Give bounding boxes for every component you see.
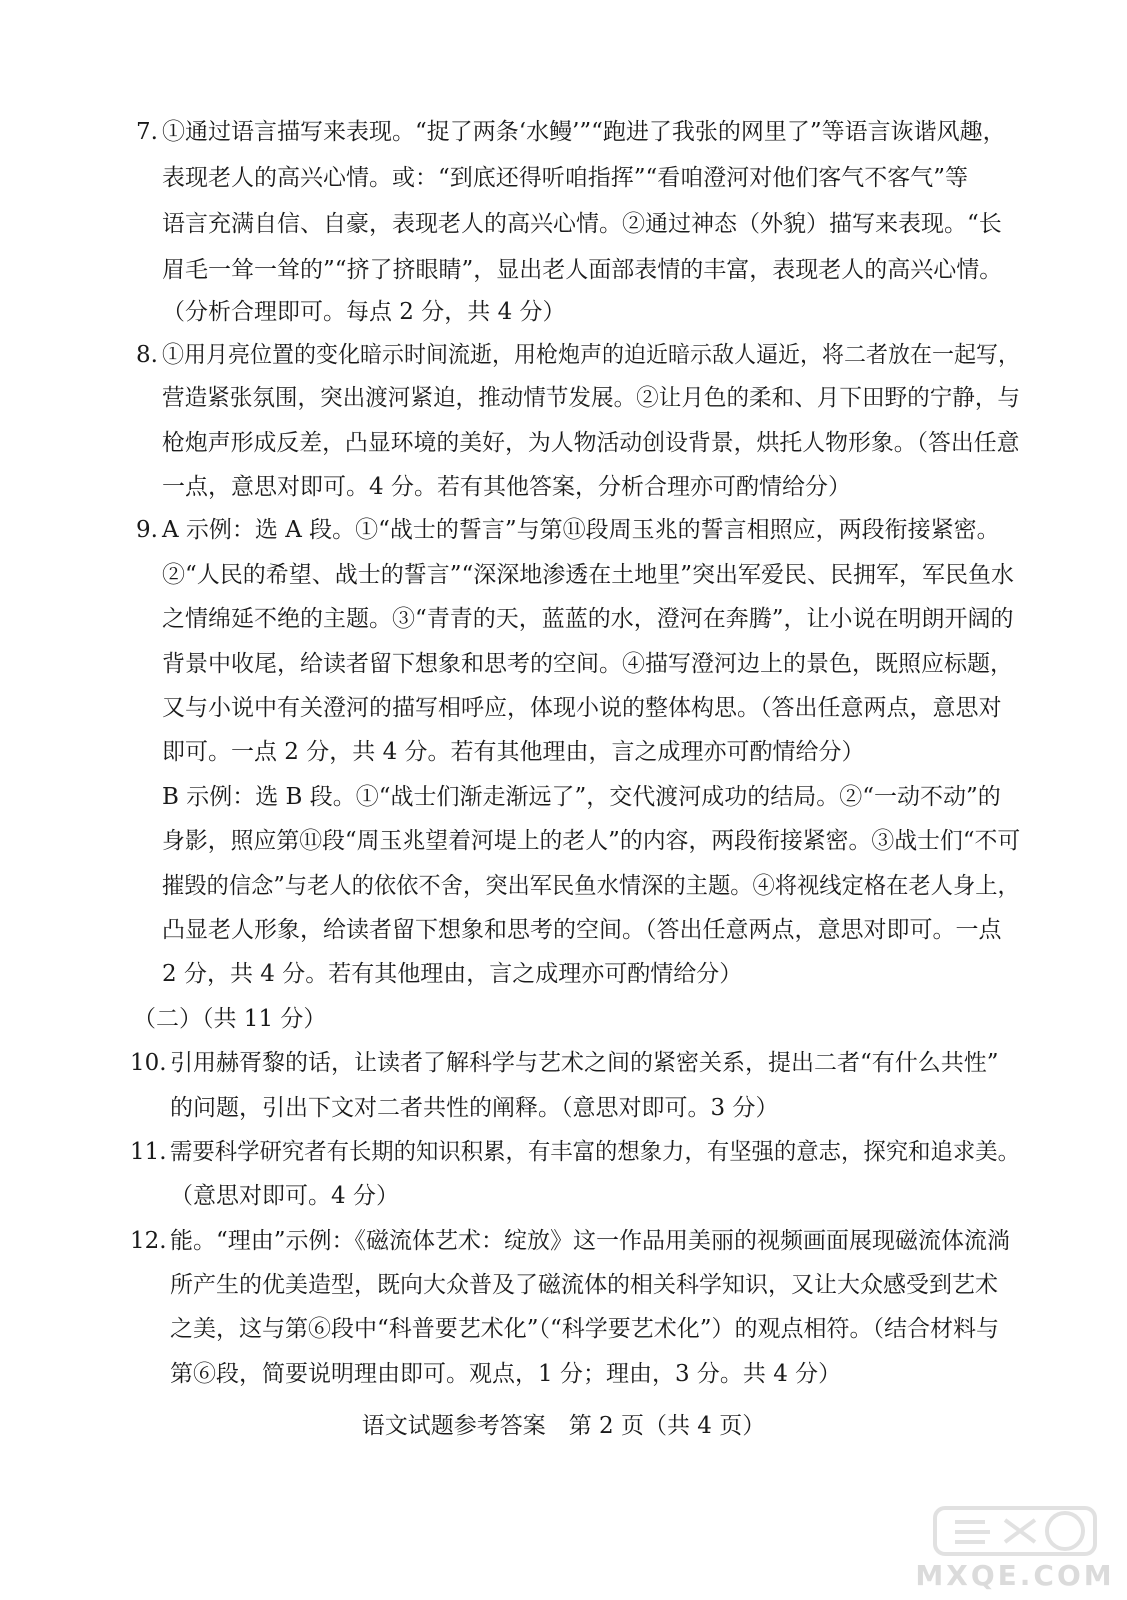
question-7-line-5: （分析合理即可。每点 2 分，共 4 分） xyxy=(162,299,566,325)
question-7-line-4: 眉毛一耸一耸的”“挤了挤眼睛”，显出老人面部表情的丰富，表现老人的高兴心情。 xyxy=(162,257,1003,283)
question-7-line-1: ①通过语言描写来表现。“捉了两条‘水鳗’”“跑进了我张的网里了”等语言诙谐风趣， xyxy=(162,119,1006,145)
question-9-line-8: 身影，照应第⑪段“周玉兆望着河堤上的老人”的内容，两段衔接紧密。③战士们“不可 xyxy=(162,828,1021,854)
question-8-line-4: 一点，意思对即可。4 分。若有其他答案，分析合理亦可酌情给分） xyxy=(162,474,851,500)
question-9-number: 9. xyxy=(136,517,158,543)
question-7-number: 7. xyxy=(136,119,158,145)
question-11-line-1: 需要科学研究者有长期的知识积累，有丰富的想象力，有坚强的意志，探究和追求美。 xyxy=(170,1139,1020,1165)
question-12-line-2: 所产生的优美造型，既向大众普及了磁流体的相关科学知识，又让大众感受到艺术 xyxy=(170,1272,998,1298)
watermark-text: MXQE.COM xyxy=(915,1559,1115,1592)
question-10-line-1: 引用赫胥黎的话，让读者了解科学与艺术之间的紧密关系，提出二者“有什么共性” xyxy=(170,1050,999,1076)
question-9-line-2: ②“人民的希望、战士的誓言”“深深地渗透在土地里”突出军爱民、民拥军，军民鱼水 xyxy=(162,562,1015,588)
question-9-line-3: 之情绵延不绝的主题。③“青青的天，蓝蓝的水，澄河在奔腾”，让小说在明朗开阔的 xyxy=(162,606,1014,632)
section-heading: （二）（共 11 分） xyxy=(133,1006,327,1032)
question-12-line-3: 之美，这与第⑥段中“科普要艺术化”（“科学要艺术化”）的观点相符。（结合材料与 xyxy=(170,1316,1000,1342)
question-9-line-7: B 示例：选 B 段。①“战士们渐走渐远了”，交代渡河成功的结局。②“一动不动”的 xyxy=(162,784,1001,810)
question-9-line-6: 即可。一点 2 分，共 4 分。若有其他理由，言之成理亦可酌情给分） xyxy=(162,739,865,765)
question-12-line-1: 能。“理由”示例：《磁流体艺术：绽放》这一作品用美丽的视频画面展现磁流体流淌 xyxy=(170,1228,1011,1254)
question-8-line-1: ①用月亮位置的变化暗示时间流逝，用枪炮声的迫近暗示敌人逼近，将二者放在一起写， xyxy=(162,342,1020,368)
site-watermark xyxy=(915,1502,1115,1592)
question-8-number: 8. xyxy=(136,342,158,368)
question-8-line-2: 营造紧张氛围，突出渡河紧迫，推动情节发展。②让月色的柔和、月下田野的宁静，与 xyxy=(162,385,1021,411)
question-12-line-4: 第⑥段，简要说明理由即可。观点，1 分；理由，3 分。共 4 分） xyxy=(170,1361,842,1387)
question-9-line-10: 凸显老人形象，给读者留下想象和思考的空间。（答出任意两点，意思对即可。一点 xyxy=(162,917,1002,943)
question-10-line-2: 的问题，引出下文对二者共性的阐释。（意思对即可。3 分） xyxy=(170,1095,779,1121)
page-footer: 语文试题参考答案 第 2 页（共 4 页） xyxy=(361,1413,766,1439)
watermark-logo-icon xyxy=(915,1502,1115,1562)
question-9-line-1: A 示例：选 A 段。①“战士的誓言”与第⑪段周玉兆的誓言相照应，两段衔接紧密。 xyxy=(162,517,1000,543)
question-9-line-5: 又与小说中有关澄河的描写相呼应，体现小说的整体构思。（答出任意两点，意思对 xyxy=(162,695,1002,721)
question-12-number: 12. xyxy=(130,1228,167,1254)
question-10-number: 10. xyxy=(130,1050,167,1076)
question-8-line-3: 枪炮声形成反差，凸显环境的美好，为人物活动创设背景，烘托人物形象。（答出任意 xyxy=(162,430,1020,456)
question-9-line-11: 2 分，共 4 分。若有其他理由，言之成理亦可酌情给分） xyxy=(162,961,743,987)
question-11-line-2: （意思对即可。4 分） xyxy=(170,1183,399,1209)
question-7-line-2: 表现老人的高兴心情。或：“到底还得听咱指挥”“看咱澄河对他们客气不客气”等 xyxy=(162,165,969,191)
question-7-line-3: 语言充满自信、自豪，表现老人的高兴心情。②通过神态（外貌）描写来表现。“长 xyxy=(162,211,1002,237)
question-9-line-4: 背景中收尾，给读者留下想象和思考的空间。④描写澄河边上的景色，既照应标题， xyxy=(162,651,1013,677)
question-9-line-9: 摧毁的信念”与老人的依依不舍，突出军民鱼水情深的主题。④将视线定格在老人身上， xyxy=(162,873,1020,899)
question-11-number: 11. xyxy=(130,1139,167,1165)
